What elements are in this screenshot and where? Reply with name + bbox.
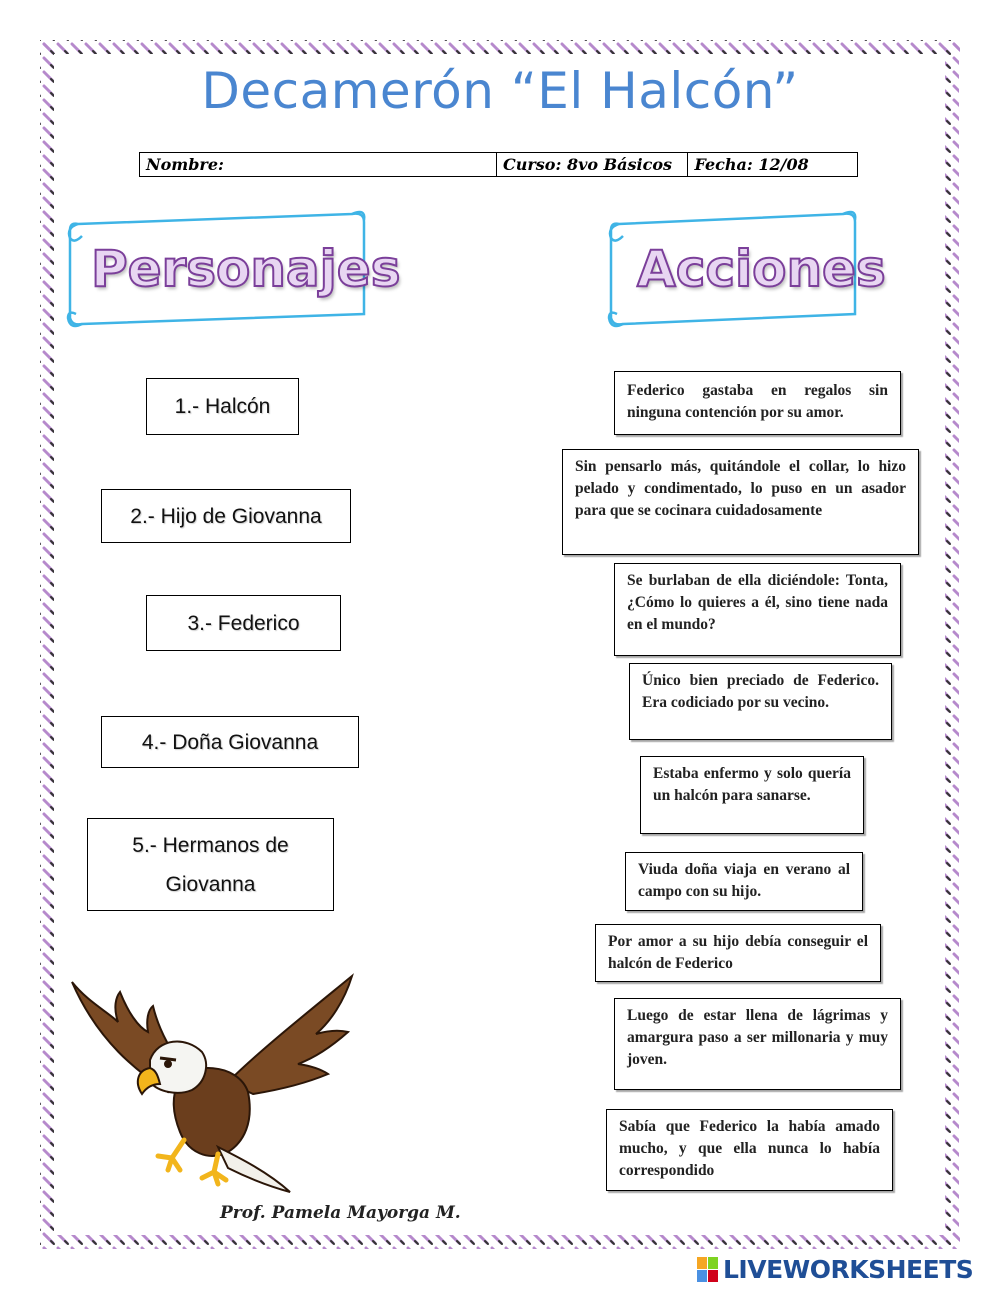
eagle-illustration — [68, 972, 360, 1200]
fecha-label: Fecha: 12/08 — [694, 155, 809, 174]
action-box-2[interactable]: Sin pensarlo más, quitándole el collar, lo hizo pelado y condimentado, lo puso en un asador para que se cocinara cuidadosamente — [562, 449, 919, 555]
teacher-signature: Prof. Pamela Mayorga M. — [220, 1203, 461, 1223]
action-box-8[interactable]: Luego de estar llena de lágrimas y amargura paso a ser millonaria y muy joven. — [614, 998, 901, 1090]
header-table — [139, 152, 858, 177]
nombre-field[interactable]: Nombre: — [140, 153, 497, 176]
personajes-heading: Personajes — [91, 240, 401, 298]
liveworksheets-cube-icon — [697, 1257, 719, 1283]
action-box-3[interactable]: Se burlaban de ella diciéndole: Tonta, ¿Cómo lo quieres a él, sino tiene nada en el mundo? — [614, 563, 901, 656]
character-box-5[interactable]: 5.- Hermanos de Giovanna — [87, 818, 334, 911]
character-box-3[interactable]: 3.- Federico — [146, 595, 341, 651]
liveworksheets-brand-text: LIVEWORKSHEETS — [723, 1255, 974, 1284]
character-box-1[interactable]: 1.- Halcón — [146, 378, 299, 435]
acciones-heading: Acciones — [637, 240, 886, 298]
action-box-7[interactable]: Por amor a su hijo debía conseguir el halcón de Federico — [595, 924, 881, 982]
worksheet-title: Decamerón “El Halcón” — [201, 62, 799, 120]
action-box-1[interactable]: Federico gastaba en regalos sin ninguna contención por su amor. — [614, 371, 901, 435]
character-box-4[interactable]: 4.- Doña Giovanna — [101, 716, 359, 768]
action-box-9[interactable]: Sabía que Federico la había amado mucho, y que ella nunca lo había correspondido — [606, 1109, 893, 1191]
liveworksheets-logo[interactable] — [697, 1255, 973, 1284]
action-box-6[interactable]: Viuda doña viaja en verano al campo con su hijo. — [625, 852, 863, 911]
action-box-4[interactable]: Único bien preciado de Federico. Era codiciado por su vecino. — [629, 663, 892, 740]
character-box-2[interactable]: 2.- Hijo de Giovanna — [101, 489, 351, 543]
curso-label: Curso: 8vo Básicos — [497, 153, 688, 176]
action-box-5[interactable]: Estaba enfermo y solo quería un halcón para sanarse. — [640, 756, 864, 834]
